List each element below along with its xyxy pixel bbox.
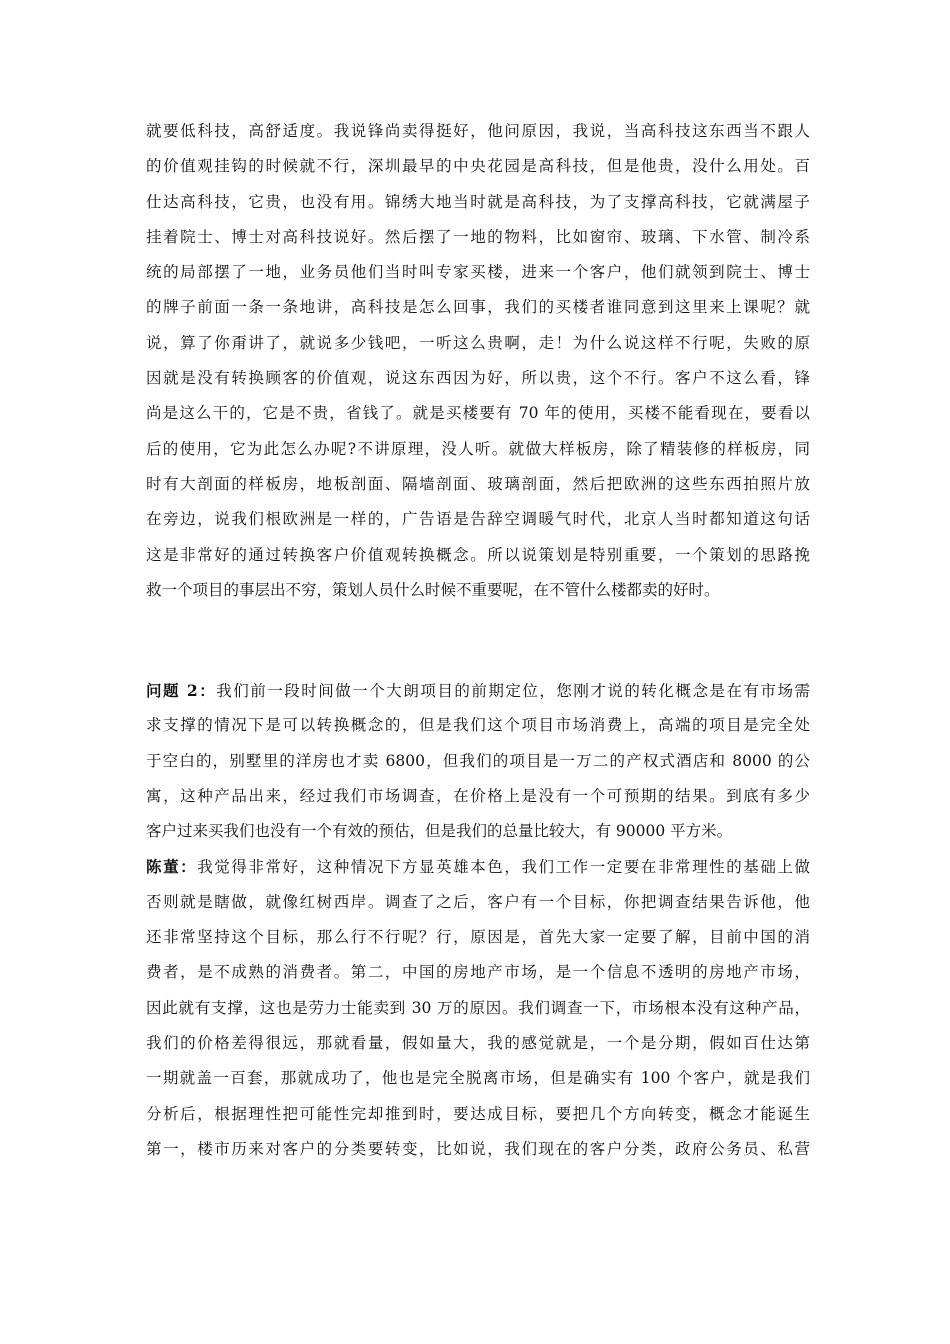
paragraph-1: [146, 114, 810, 608]
text-line: 统的局部摆了一地，业务员他们当时叫专家买楼，进来一个客户，他们就领到院士、博士: [146, 263, 810, 282]
text-line: 说，算了你甭讲了，就说多少钱吧，一听这么贵啊，走！为什么说这样不行呢，失败的原: [146, 333, 810, 352]
text-line: 因就是没有转换顾客的价值观，说这东西因为好，所以贵，这个不行。客户不这么看，锋: [146, 369, 810, 388]
text-line: 求支撑的情况下是可以转换概念的，但是我们这个项目市场消费上，高端的项目是完全处: [146, 716, 810, 735]
text-line: 救一个项目的事层出不穷，策划人员什么时候不重要呢，在不管什么楼都卖的好时。: [146, 580, 720, 599]
text-line: 第一，楼市历来对客户的分类要转变，比如说，我们现在的客户分类，政府公务员、私营: [146, 1139, 810, 1158]
answer-text: 我觉得非常好，这种情况下方显英雄本色，我们工作一定要在非常理性的基础上做: [197, 858, 810, 877]
text-line: 费者，是不成熟的消费者。第二，中国的房地产市场，是一个信息不透明的房地产市场，: [146, 963, 810, 982]
text-line: 于空白的，别墅里的洋房也才卖 6800，但我们的项目是一万二的产权式酒店和 8000 的公: [146, 751, 810, 770]
text-line: 就要低科技，高舒适度。我说锋尚卖得挺好，他问原因，我说，当高科技这东西当不跟人: [146, 122, 810, 140]
text-line: 因此就有支撑，这也是劳力士能卖到 30 万的原因。我们调查一下，市场根本没有这种产品，: [146, 998, 810, 1017]
text-line: 的价值观挂钩的时候就不行，深圳最早的中央花园是高科技，但是他贵，没什么用处。百: [146, 157, 810, 176]
text-line: 分析后，根据理性把可能性完却推到时，要达成目标，要把几个方向转变，概念才能诞生: [146, 1104, 810, 1123]
text-line: [146, 673, 810, 708]
text-line: 仕达高科技，它贵，也没有用。锦绣大地当时就是高科技，为了支撑高科技，它就满屋子: [146, 192, 810, 211]
text-line: 这是非常好的通过转换客户价值观转换概念。所以说策划是特别重要，一个策划的思路挽: [146, 545, 810, 564]
text-line: 时有大剖面的样板房，地板剖面、隔墙剖面、玻璃剖面，然后把欧洲的这些东西拍照片放: [146, 474, 810, 493]
text-line: 在旁边，说我们根欧洲是一样的，广告语是告辞空调暖气时代，北京人当时都知道这句话: [146, 510, 810, 529]
text-line: 否则就是瞎做，就像红树西岸。调查了之后，客户有一个目标，你把调查结果告诉他，他: [146, 892, 810, 911]
answer-paragraph: [146, 849, 810, 1167]
qa-section: [146, 673, 810, 1167]
text-line: 寓，这种产品出来，经过我们市场调查，在价格上是没有一个可预期的结果。到底有多少: [146, 786, 810, 805]
question-speaker-label: 问题 2：: [146, 681, 217, 700]
text-line: 挂着院士、博士对高科技说好。然后摆了一地的物料，比如窗帘、玻璃、下水管、制冷系: [146, 227, 810, 246]
text-line: 客户过来买我们也没有一个有效的预估，但是我们的总量比较大，有 90000 平方米。: [146, 822, 733, 841]
text-line: [146, 849, 810, 884]
text-line: 还非常坚持这个目标，那么行不行呢？行，原因是，首先大家一定要了解，目前中国的消: [146, 928, 810, 947]
question-paragraph: [146, 673, 810, 849]
text-line: 的牌子前面一条一条地讲，高科技是怎么回事，我们的买楼者谁同意到这里来上课呢？就: [146, 298, 810, 317]
text-line: 后的使用，它为此怎么办呢?不讲原理，没人听。就做大样板房，除了精装修的样板房，同: [146, 439, 810, 458]
text-line: 我们的价格差得很远，那就看量，假如量大，我的感觉就是，一个是分期，假如百仕达第: [146, 1033, 810, 1052]
question-text: 我们前一段时间做一个大朗项目的前期定位，您刚才说的转化概念是在有市场需: [216, 682, 810, 700]
text-line: 一期就盖一百套，那就成功了，他也是完全脱离市场，但是确实有 100 个客户，就是我们: [146, 1069, 810, 1088]
text-line: 尚是这么干的，它是不贵，省钱了。就是买楼要有 70 年的使用，买楼不能看现在，要看以: [146, 404, 810, 423]
answer-speaker-label: 陈董：: [146, 857, 198, 877]
